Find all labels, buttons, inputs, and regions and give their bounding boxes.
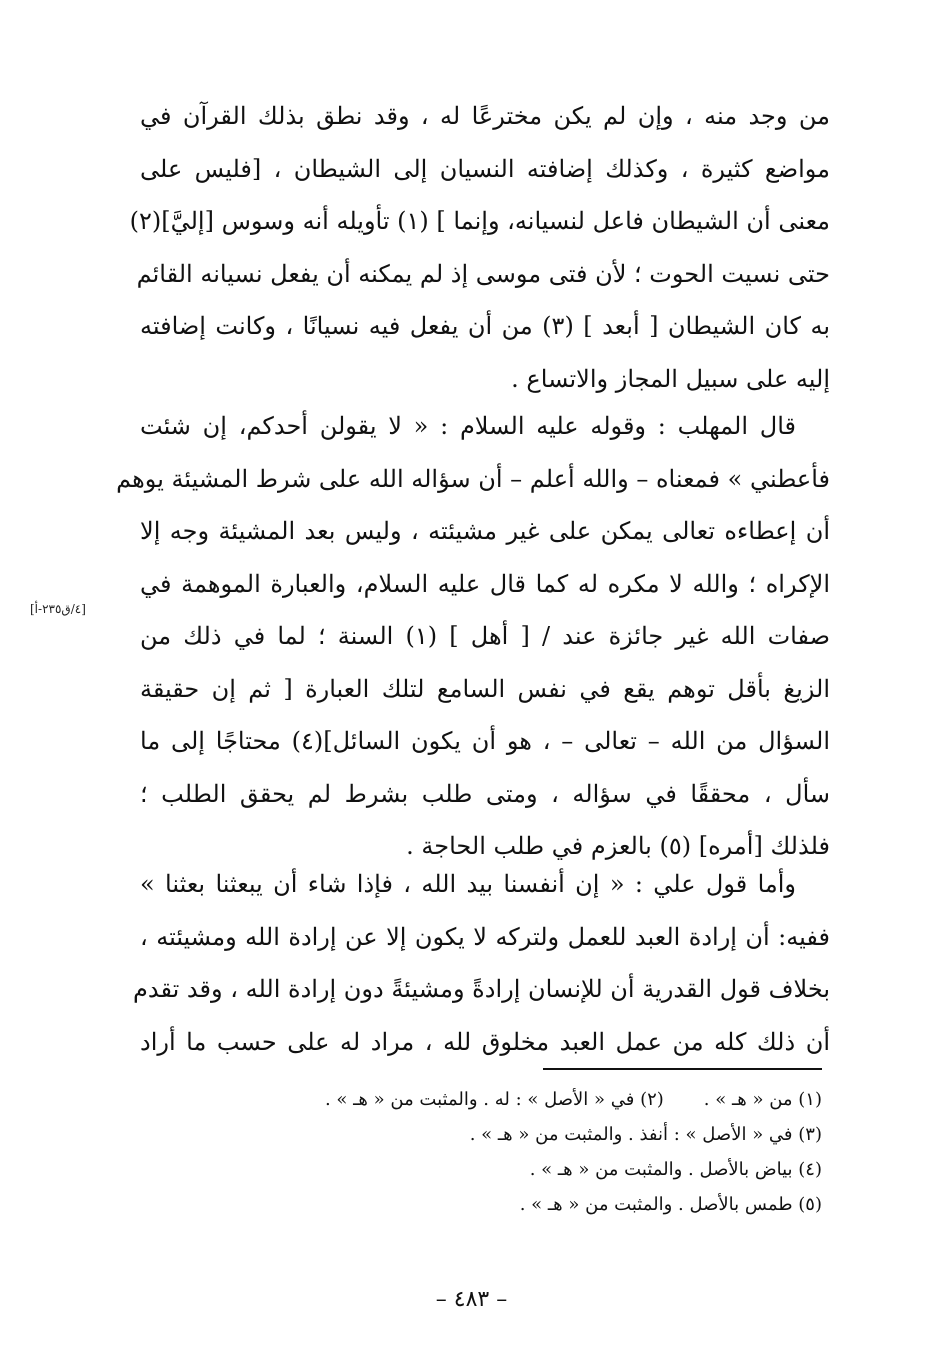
- footnote-4: (٤) بياض بالأصل . والمثبت من « هـ » .: [529, 1159, 822, 1180]
- text-line: فلذلك [أمره] (٥) بالعزم في طلب الحاجة .: [406, 832, 830, 860]
- text-line: وأما قول علي : « إن أنفسنا بيد الله ، فإذا شاء أن يبعثنا بعثنا »: [140, 870, 796, 898]
- footnote-3: (٣) في « الأصل » : أنفذ . والمثبت من « هـ » .: [469, 1124, 822, 1145]
- text-line: فأعطني » فمعناه – والله أعلم – أن سؤاله الله على شرط المشيئة يوهم: [116, 464, 830, 493]
- paragraph-1: [129, 90, 830, 405]
- text-line: السؤال من الله – تعالى – ، هو أن يكون السائل](٤) محتاجًا إلى ما: [140, 727, 831, 755]
- footnotes: [200, 1082, 822, 1222]
- text-line: بخلاف قول القدرية أن للإنسان إرادةً ومشيئةً دون إرادة الله ، وقد تقدم: [133, 975, 830, 1003]
- text-line: به كان الشيطان [ أبعد ] (٣) من أن يفعل فيه نسيانًا ، وكانت إضافته: [140, 312, 830, 340]
- paragraph-2: [116, 400, 831, 873]
- text-line: إليه على سبيل المجاز والاتساع .: [511, 364, 830, 393]
- text-line: مواضع كثيرة ، وكذلك إضافته النسيان إلى الشيطان ، [فليس على: [140, 154, 830, 183]
- paragraph-3: [133, 858, 830, 1068]
- footnote-separator: [543, 1068, 822, 1070]
- page-number: – ٤٨٣ –: [435, 1287, 508, 1312]
- text-line: حتى نسيت الحوت ؛ لأن فتى موسى إذ لم يمكنه أن يفعل نسيانه القائم: [136, 259, 830, 288]
- text-line: أن ذلك كله من عمل العبد مخلوق لله ، مراد له على حسب ما أراد: [140, 1027, 830, 1056]
- text-line: ففيه: أن إرادة العبد للعمل ولتركه لا يكون إلا عن إرادة الله ومشيئته ،: [140, 922, 830, 951]
- footnote-line: [200, 1082, 822, 1117]
- manuscript-folio-note: [٤/ق٢٣٥-أ]: [30, 602, 86, 616]
- text-line: سأل ، محققًا في سؤاله ، ومتى طلب بشرط لم يحقق الطلب ؛: [140, 779, 830, 808]
- text-line: قال المهلب : وقوله عليه السلام : « لا يقولن أحدكم، إن شئت: [140, 412, 796, 440]
- text-line: معنى أن الشيطان فاعل لنسيانه، وإنما ] (١) تأويله أنه وسوس [إليَّ](٢): [129, 207, 830, 235]
- text-line: الزيغ بأقل توهم يقع في نفس السامع لتلك العبارة [ ثم إن حقيقة: [140, 674, 830, 703]
- footnote-5: (٥) طمس بالأصل . والمثبت من « هـ » .: [519, 1194, 822, 1215]
- text-line: صفات الله غير جائزة عند / [ أهل ] (١) السنة ؛ لما في ذلك من: [140, 622, 830, 650]
- text-line: الإكراه ؛ والله لا مكره له كما قال عليه السلام، والعبارة الموهمة في: [140, 569, 830, 598]
- footnote-1: (١) من « هـ » .: [703, 1089, 822, 1110]
- text-line: أن إعطاءه تعالى يمكن على غير مشيئته ، وليس بعد المشيئة وجه إلا: [140, 517, 830, 545]
- text-line: من وجد منه ، وإن لم يكن مخترعًا له ، وقد نطق بذلك القرآن في: [140, 102, 830, 130]
- footnote-2: (٢) في « الأصل » : له . والمثبت من « هـ » .: [324, 1089, 664, 1110]
